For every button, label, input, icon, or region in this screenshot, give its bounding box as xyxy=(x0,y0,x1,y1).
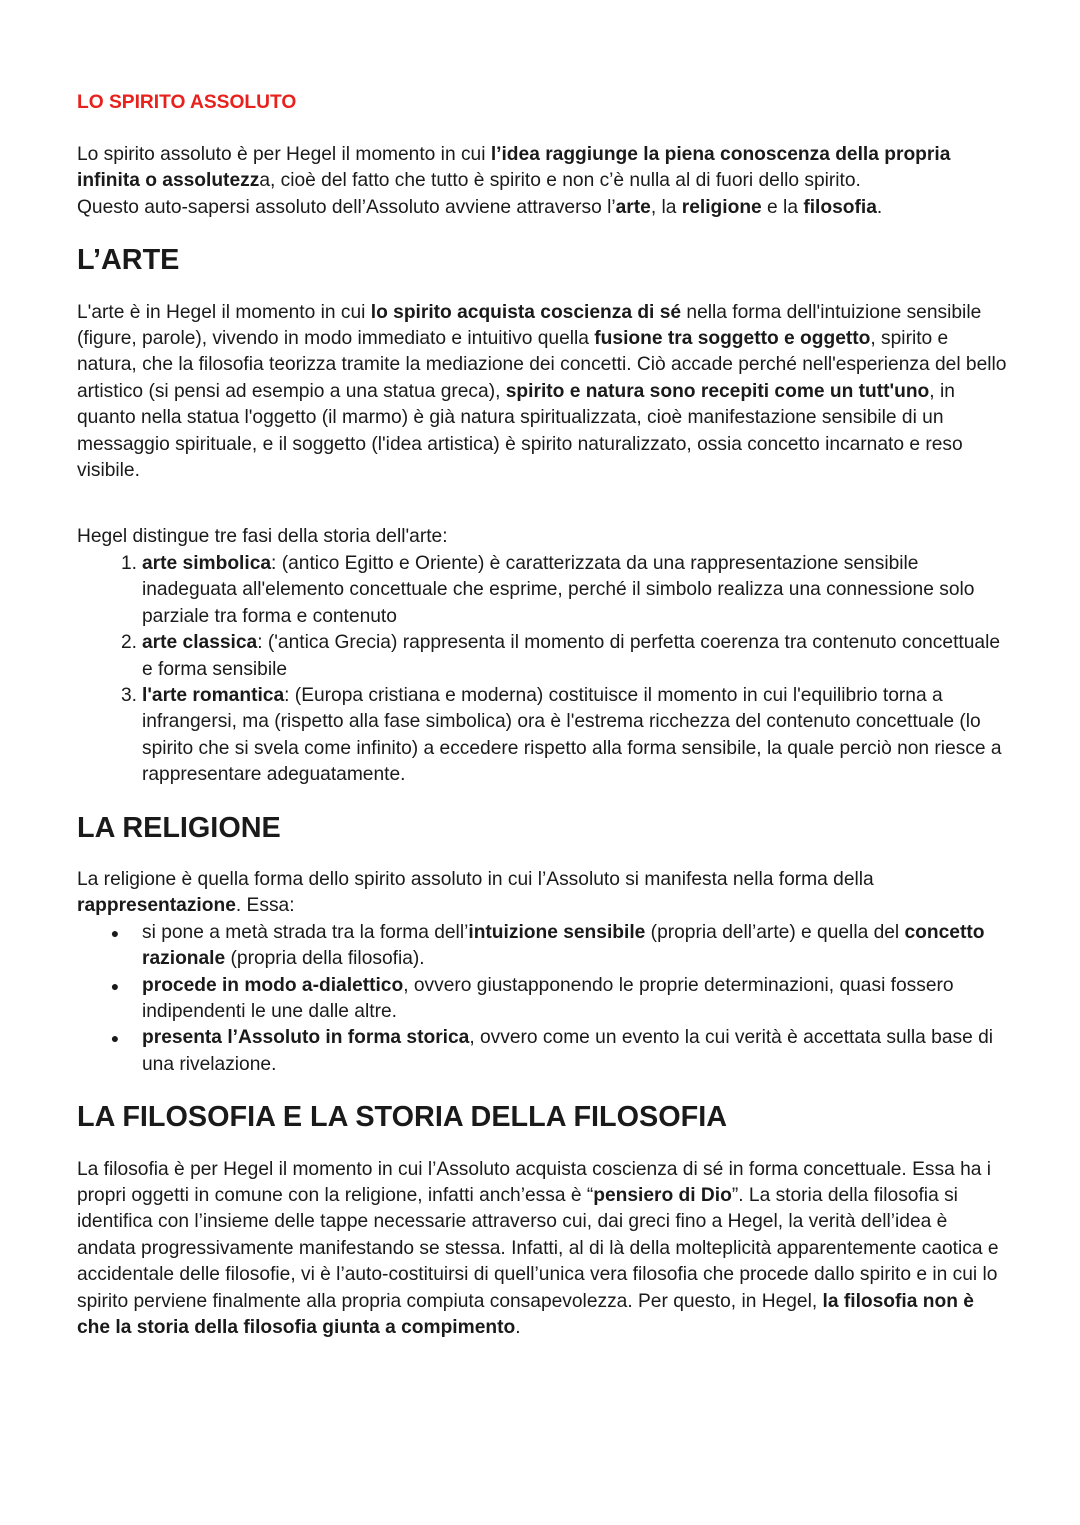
text-run: , ovvero giustapponendo le proprie determinazioni, quasi fossero indipendenti le une dalle altre. xyxy=(142,974,954,1022)
text-run: . xyxy=(515,1317,521,1339)
bold-run: concetto razionale xyxy=(142,921,985,970)
text-run: (propria dell’arte) e quella del xyxy=(645,921,905,943)
bold-run: spirito e natura sono recepiti come un tutt'uno xyxy=(505,380,930,402)
text-run: La religione è quella forma dello spirito assoluto in cui l’Assoluto si manifesta nella forma della xyxy=(77,868,874,890)
bold-run: l’idea raggiunge la piena conoscenza della propria infinita o assolutezz xyxy=(77,144,951,192)
list-number: 2. xyxy=(120,632,137,654)
text-run: Questo auto-sapersi assoluto dell’Assoluto avviene attraverso l’ xyxy=(77,196,616,218)
bullet-icon: ● xyxy=(110,924,120,941)
bold-run: rappresentazione xyxy=(77,895,236,917)
section-heading-religione: LA RELIGIONE xyxy=(77,811,281,844)
bullet-icon: ● xyxy=(110,977,120,994)
section-heading-arte: L’ARTE xyxy=(77,244,180,277)
bold-run: la filosofia non è che la storia della filosofia giunta a compimento xyxy=(77,1290,974,1339)
bold-run: presenta l’Assoluto in forma storica xyxy=(142,1027,470,1049)
page-title: LO SPIRITO ASSOLUTO xyxy=(77,92,297,113)
bold-run: religione xyxy=(681,196,762,218)
arte-paragraph-2: Hegel distingue tre fasi della storia dell'arte: xyxy=(77,526,448,548)
spacer xyxy=(77,116,1007,142)
text-run: L'arte è in Hegel il momento in cui xyxy=(77,301,371,323)
list-number: 1. xyxy=(120,552,137,574)
text-run: a, cioè del fatto che tutto è spirito e non c’è nulla al di fuori dello spirito. xyxy=(259,170,861,192)
spacer xyxy=(77,484,1007,510)
religione-bullet-list xyxy=(77,920,1007,1078)
text-run: e la xyxy=(761,196,804,218)
list-number: 3. xyxy=(120,684,137,706)
intro-paragraph-2 xyxy=(77,195,1007,221)
spacer xyxy=(77,1131,1007,1157)
text-run: : (antico Egitto e Oriente) è caratterizzata da una rappresentazione sensibile inadeguata all'elemento concettuale che esprime, perché il simbolo realizza una connessione solo parziale tra forma e contenuto xyxy=(142,552,975,627)
text-run: : ('antica Grecia) rappresenta il momento di perfetta coerenza tra contenuto concettuale e forma sensibile xyxy=(142,632,1001,680)
spacer xyxy=(77,221,1007,247)
intro-paragraph-1 xyxy=(77,142,1007,195)
bold-run: lo spirito acquista coscienza di sé xyxy=(370,301,682,323)
text-run: , in quanto nella statua l'oggetto (il marmo) è già natura spiritualizzata, cioè manifestazione sensibile di un messaggio spirituale, e il soggetto (l'idea artistica) è spirito naturalizzato, ossia concetto incarnato e reso visibile. xyxy=(77,380,963,482)
list-item xyxy=(77,973,1007,1026)
filosofia-paragraph-1 xyxy=(77,1157,1007,1342)
spacer xyxy=(77,510,1007,524)
text-run: , la xyxy=(650,196,682,218)
bullet-icon: ● xyxy=(110,1030,120,1047)
religione-paragraph-1 xyxy=(77,867,1007,920)
list-item xyxy=(77,920,1007,973)
list-item xyxy=(77,551,1007,630)
text-run: : (Europa cristiana e moderna) costituisce il momento in cui l'equilibrio torna a infrangersi, ma (rispetto alla fase simbolica) ora è l'estrema ricchezza del contenuto concettuale (lo spirito che si svela come infinito) a eccedere rispetto alla forma sensibile, la quale perciò non riesce a rappresentare adeguatamente. xyxy=(142,684,1002,786)
text-run: Lo spirito assoluto è per Hegel il momento in cui xyxy=(77,144,491,165)
bold-run: arte classica xyxy=(142,632,258,654)
text-run: (propria della filosofia). xyxy=(225,948,425,970)
spacer xyxy=(77,789,1007,815)
document-page xyxy=(77,90,1007,1341)
text-run: . Essa: xyxy=(235,895,295,917)
bold-run: intuizione sensibile xyxy=(468,921,646,943)
bold-run: arte simbolica xyxy=(142,552,272,574)
bold-run: fusione tra soggetto e oggetto xyxy=(594,328,871,350)
text-run: . xyxy=(876,196,883,218)
text-run: , spirito e natura, che la filosofia teorizza tramite la mediazione dei concetti. Ciò accade perché nell'esperienza del bello artistico (si pensi ad esempio a una statua greca), xyxy=(77,328,1007,402)
list-item xyxy=(77,1025,1007,1078)
bold-run: pensiero di Dio xyxy=(593,1185,732,1206)
arte-paragraph-1 xyxy=(77,300,1007,485)
list-item xyxy=(77,630,1007,683)
text-run: , ovvero come un evento la cui verità è accettata sulla base di una rivelazione. xyxy=(142,1027,994,1075)
bold-run: filosofia xyxy=(803,196,877,218)
text-run: nella forma dell'intuizione sensibile (figure, parole), vivendo in modo immediato e intuitivo quella xyxy=(77,301,982,350)
spacer xyxy=(77,841,1007,867)
bold-run: procede in modo a-dialettico xyxy=(142,974,404,996)
bold-run: arte xyxy=(615,196,651,218)
art-phases-list xyxy=(77,551,1007,789)
text-run: ”. La storia della filosofia si identifica con l’insieme delle tappe necessarie attraverso cui, dai greci fino a Hegel, la verità dell’idea è andata progressivamente manifestando se stessa. Infatti, al di là della molteplicità apparentemente caotica e accidentale delle filosofie, vi è l’auto-costituirsi di quell’unica vera filosofia che procede dallo spirito e in cui lo spirito perviene finalmente alla propria compiuta consapevolezza. Per questo, in Hegel, xyxy=(77,1185,999,1312)
section-heading-filosofia: LA FILOSOFIA E LA STORIA DELLA FILOSOFIA xyxy=(77,1101,728,1134)
bold-run: l'arte romantica xyxy=(142,684,285,706)
spacer xyxy=(77,274,1007,300)
text-run: si pone a metà strada tra la forma dell’ xyxy=(142,921,469,943)
text-run: La filosofia è per Hegel il momento in cui l’Assoluto acquista coscienza di sé in forma concettuale. Essa ha i propri oggetti in comune con la religione, infatti anch’essa è “ xyxy=(77,1158,992,1206)
list-item xyxy=(77,683,1007,789)
